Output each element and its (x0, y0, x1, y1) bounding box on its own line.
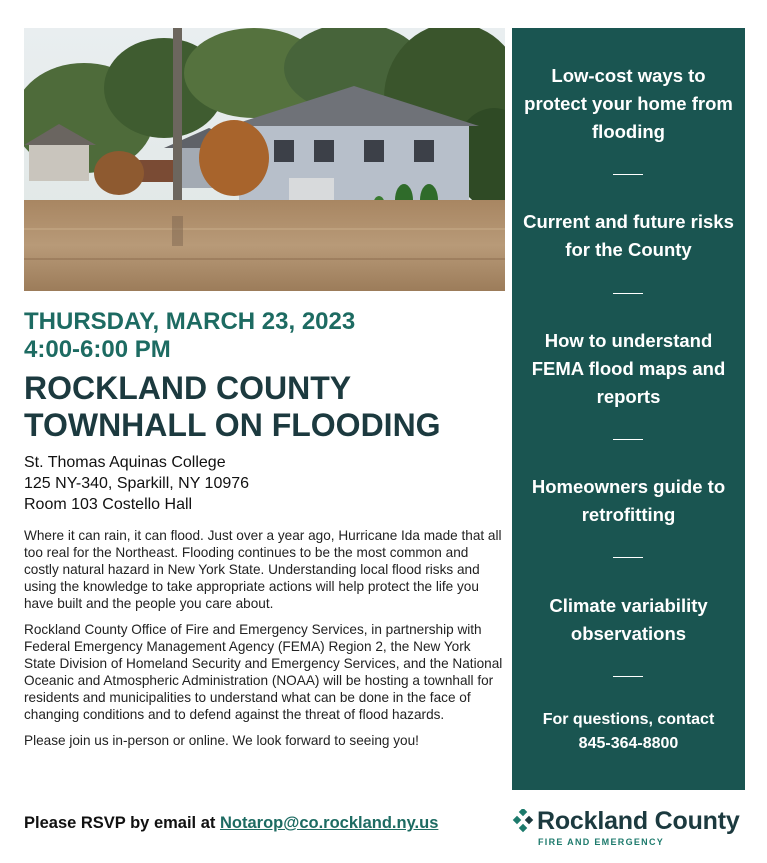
event-time: 4:00-6:00 PM (24, 336, 171, 363)
topic-item: Low-cost ways to protect your home from flooding (524, 65, 733, 142)
topic-item: Homeowners guide to retrofitting (531, 476, 726, 525)
contact-phone[interactable]: 845-364-8800 (578, 735, 679, 752)
venue-name: St. Thomas Aquinas College (24, 454, 226, 471)
topic-separator (613, 676, 643, 677)
description-paragraph-3: Please join us in-person or online. We look forward to seeing you! (24, 733, 419, 748)
topic-separator (613, 439, 643, 440)
logo-name: Rockland County (537, 807, 740, 835)
rsvp-line (24, 814, 504, 833)
venue-room: Room 103 Costello Hall (24, 496, 193, 513)
contact-block (518, 708, 739, 756)
description (24, 527, 504, 758)
venue-block (24, 452, 504, 515)
logo-subtitle: FIRE AND EMERGENCY (538, 837, 665, 847)
topic-item: How to understand FEMA flood maps and reports (531, 330, 726, 407)
contact-label: For questions, contact (542, 711, 715, 728)
topic-item: Climate variability observations (549, 595, 708, 644)
event-datetime (24, 308, 504, 364)
title-line-2: TOWNHALL ON FLOODING (24, 407, 441, 443)
flooded-house-photo (24, 28, 505, 291)
title-line-1: ROCKLAND COUNTY (24, 370, 352, 406)
description-paragraph-2: Rockland County Office of Fire and Emergency Services, in partnership with Federal Emergency Management Agency (FEMA) Region 2, the New York State Division of Homeland Security and Emergency Services, and the National Oceanic and Atmospheric Administration (NOAA) will be hosting a townhall for residents and municipalities to understand what can be done in the face of changing conditions and to defend against the threat of flood hazards. (24, 622, 503, 722)
topic-item: Current and future risks for the County (523, 211, 734, 260)
rockland-county-logo (512, 803, 752, 853)
topic-separator (613, 174, 643, 175)
event-title (24, 370, 504, 444)
rsvp-prefix: Please RSVP by email at (24, 814, 216, 832)
topic-separator (613, 557, 643, 558)
description-paragraph-1: Where it can rain, it can flood. Just over a year ago, Hurricane Ida made that all too real for the Northeast. Flooding continues to be the most common and costly natural hazard in New York State. Understanding local flood risks and using the knowledge to take appropriate actions will help protect the life you have built and the people you care about. (24, 528, 502, 611)
rsvp-email-link[interactable]: Notarop@co.rockland.ny.us (219, 814, 439, 832)
event-date: THURSDAY, MARCH 23, 2023 (24, 308, 356, 335)
topics-sidebar (512, 28, 745, 790)
topic-separator (613, 293, 643, 294)
venue-address: 125 NY-340, Sparkill, NY 10976 (24, 475, 250, 492)
logo-diamond-icon (512, 809, 534, 833)
